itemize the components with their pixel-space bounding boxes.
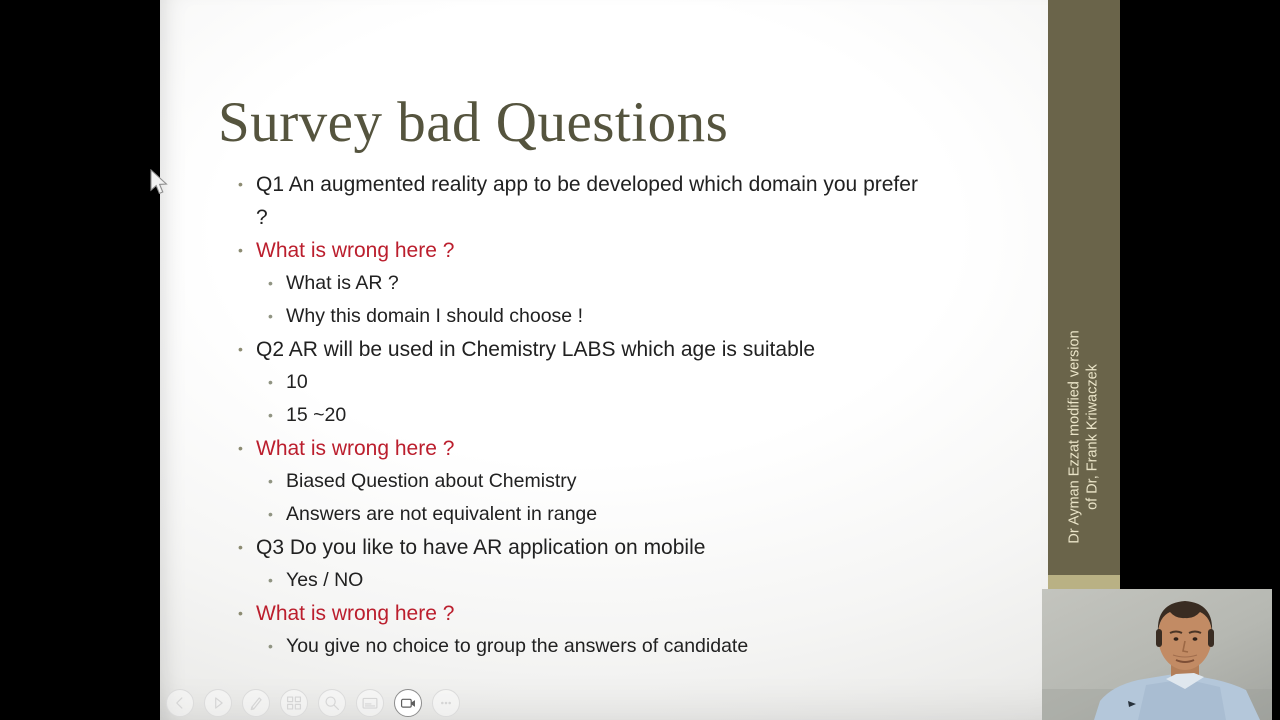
presenter-webcam	[1042, 589, 1272, 720]
next-slide-icon	[207, 692, 229, 714]
attribution-line-1: Dr Ayman Ezzat modified version	[1066, 330, 1083, 544]
bullet-text: What is wrong here ?	[256, 602, 455, 625]
bullet-text: You give no choice to group the answers of candidate	[286, 635, 749, 657]
toolbar-button-zoom-tool[interactable]	[318, 689, 346, 717]
captions-icon	[359, 692, 381, 714]
mouse-cursor	[149, 169, 171, 201]
bullet-dot-icon: •	[268, 308, 273, 324]
bullet-dot-icon: •	[268, 407, 273, 423]
toolbar-button-camera[interactable]	[394, 689, 422, 717]
bullet-text: What is AR ?	[286, 272, 399, 294]
bullet-dot-icon: •	[238, 176, 243, 192]
presenter-avatar	[1042, 589, 1272, 720]
bullet-item	[238, 432, 968, 465]
bullet-dot-icon: •	[268, 506, 273, 522]
bullet-item	[238, 498, 968, 531]
bullet-text: Why this domain I should choose !	[286, 305, 583, 327]
attribution-banner-footer	[1048, 575, 1120, 589]
bullet-text: What is wrong here ?	[256, 239, 455, 262]
attribution-text	[1067, 302, 1102, 572]
zoom-tool-icon	[321, 692, 343, 714]
bullet-text: 10	[286, 371, 308, 393]
bullet-item	[238, 333, 968, 366]
bullet-dot-icon: •	[238, 440, 243, 456]
bullet-text: What is wrong here ?	[256, 437, 455, 460]
bullet-item	[238, 630, 968, 663]
bullet-item	[238, 168, 968, 234]
bullet-item	[238, 234, 968, 267]
more-options-icon	[435, 692, 457, 714]
attribution-line-2: of Dr, Frank Kriwaczek	[1084, 364, 1100, 510]
bullet-text: Q2 AR will be used in Chemistry LABS which age is suitable	[256, 338, 816, 361]
presenter-toolbar	[166, 689, 460, 717]
bullet-item	[238, 267, 968, 300]
presentation-slide	[160, 0, 1048, 720]
bullet-list	[238, 168, 968, 663]
bullet-item	[238, 465, 968, 498]
cursor-arrow-icon	[149, 169, 171, 196]
pen-tool-icon	[245, 692, 267, 714]
bullet-dot-icon: •	[238, 341, 243, 357]
camera-icon	[397, 692, 419, 714]
bullet-text: Yes / NO	[286, 569, 364, 591]
toolbar-button-next-slide[interactable]	[204, 689, 232, 717]
slide-title: Survey bad Questions	[218, 91, 729, 155]
toolbar-button-pen-tool[interactable]	[242, 689, 270, 717]
bullet-item	[238, 597, 968, 630]
bullet-dot-icon: •	[268, 572, 273, 588]
bullet-text: Q1 An augmented reality app to be developed which domain you prefer ?	[256, 173, 918, 229]
bullet-dot-icon: •	[238, 539, 243, 555]
bullet-text: Q3 Do you like to have AR application on mobile	[256, 536, 706, 559]
bullet-dot-icon: •	[268, 374, 273, 390]
bullet-item	[238, 399, 968, 432]
bullet-text: Answers are not equivalent in range	[286, 503, 598, 525]
bullet-item	[238, 531, 968, 564]
bullet-item	[238, 366, 968, 399]
toolbar-button-more-options[interactable]	[432, 689, 460, 717]
previous-slide-icon	[169, 692, 191, 714]
bullet-item	[238, 300, 968, 333]
bullet-dot-icon: •	[238, 605, 243, 621]
toolbar-button-previous-slide[interactable]	[166, 689, 194, 717]
bullet-dot-icon: •	[238, 242, 243, 258]
bullet-dot-icon: •	[268, 473, 273, 489]
bullet-dot-icon: •	[268, 638, 273, 654]
bullet-text: Biased Question about Chemistry	[286, 470, 577, 492]
toolbar-button-captions[interactable]	[356, 689, 384, 717]
bullet-dot-icon: •	[268, 275, 273, 291]
bullet-item	[238, 564, 968, 597]
see-all-slides-icon	[283, 692, 305, 714]
toolbar-button-see-all-slides[interactable]	[280, 689, 308, 717]
bullet-text: 15 ~20	[286, 404, 347, 426]
